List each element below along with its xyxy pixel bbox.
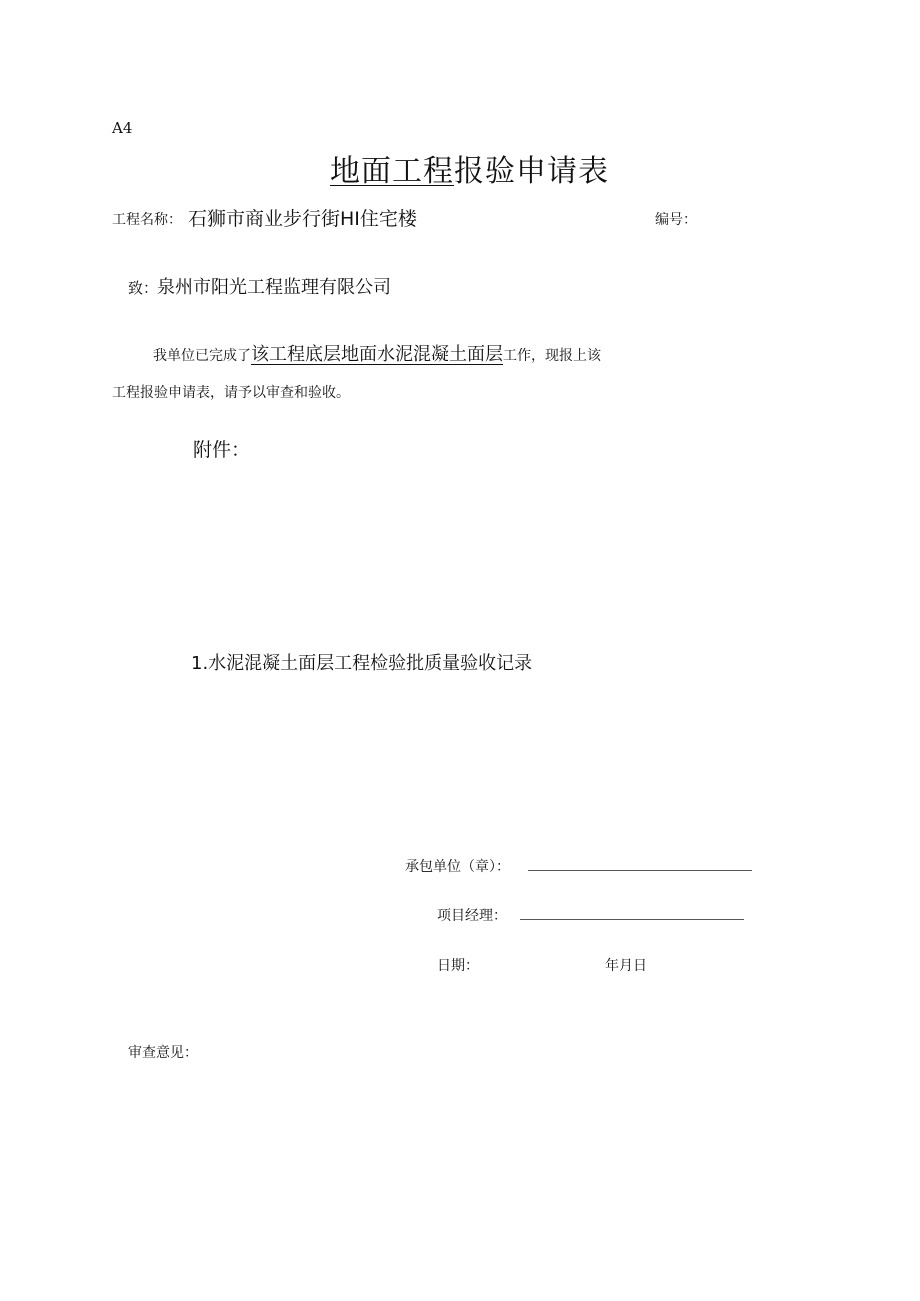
project-name-value: 石狮市商业步行街HI住宅楼 bbox=[188, 208, 417, 230]
review-opinion-label: 审查意见： bbox=[128, 1045, 198, 1061]
statement-line-1 bbox=[153, 340, 601, 366]
contractor-seal-label: 承包单位（章）： bbox=[405, 859, 510, 875]
page-title bbox=[330, 146, 609, 190]
statement-prefix: 我单位已完成了 bbox=[153, 348, 251, 364]
statement-line-2: 工程报验申请表，请予以审查和验收。 bbox=[112, 385, 350, 401]
date-value: 年月日 bbox=[605, 958, 647, 974]
addressee-prefix: 致： bbox=[128, 279, 159, 297]
date-label: 日期： bbox=[437, 958, 479, 974]
title-underlined-part: 地面工程 bbox=[330, 154, 454, 189]
project-manager-label: 项目经理： bbox=[437, 908, 507, 924]
addressee-value: 泉州市阳光工程监理有限公司 bbox=[157, 277, 391, 298]
project-manager-signature-line bbox=[520, 919, 744, 920]
attachments-label: 附件： bbox=[193, 439, 251, 461]
contractor-signature-line bbox=[528, 870, 752, 871]
attachment-item: 1.水泥混凝土面层工程检验批质量验收记录 bbox=[191, 653, 533, 674]
number-label: 编号： bbox=[655, 212, 697, 228]
form-code: A4 bbox=[112, 119, 133, 137]
title-rest-part: 报验申请表 bbox=[454, 154, 609, 189]
statement-work-item: 该工程底层地面水泥混凝土面层 bbox=[251, 344, 503, 365]
statement-suffix: 工作，现报上该 bbox=[503, 348, 601, 364]
project-name-label: 工程名称： bbox=[112, 212, 182, 228]
